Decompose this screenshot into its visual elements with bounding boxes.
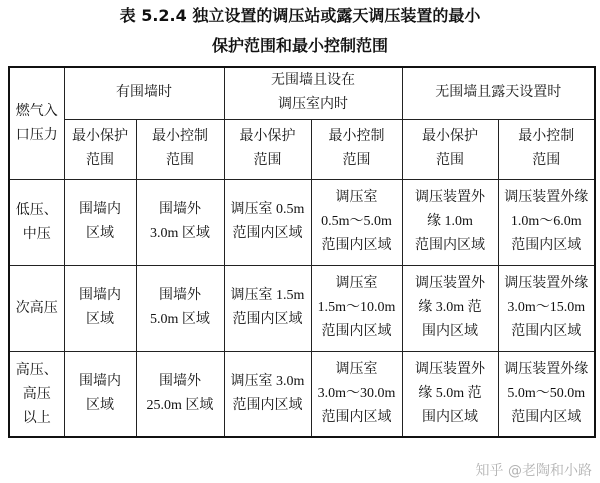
table-cell: 调压装置外 缘 5.0m 范 围内区域 — [402, 351, 498, 437]
table-title-line2: 保护范围和最小控制范围 — [211, 36, 388, 55]
table-cell: 围墙外 3.0m 区域 — [136, 179, 224, 265]
table-cell: 调压室 0.5m 范围内区域 — [224, 179, 311, 265]
protection-range-table — [8, 66, 596, 438]
table-cell: 调压装置外缘 3.0m～15.0m 范围内区域 — [498, 265, 595, 351]
header-group-indoor: 无围墙且设在 调压室内时 — [224, 67, 402, 119]
header-group-outdoor: 无围墙且露天设置时 — [402, 67, 595, 119]
header-group-walled: 有围墙时 — [64, 67, 224, 119]
header-sub: 最小控制 范围 — [498, 119, 595, 179]
table-cell: 调压装置外 缘 3.0m 范 围内区域 — [402, 265, 498, 351]
row-pressure: 次高压 — [9, 265, 64, 351]
table-cell: 调压装置外缘 5.0m～50.0m 范围内区域 — [498, 351, 595, 437]
header-sub: 最小保护 范围 — [64, 119, 136, 179]
table-cell: 围墙外 25.0m 区域 — [136, 351, 224, 437]
header-sub: 最小保护 范围 — [224, 119, 311, 179]
table-cell: 调压装置外 缘 1.0m 范围内区域 — [402, 179, 498, 265]
table-row — [9, 351, 595, 437]
table-cell: 围墙内 区域 — [64, 351, 136, 437]
table-cell: 调压室 1.5m～10.0m 范围内区域 — [311, 265, 402, 351]
table-cell: 调压室 3.0m 范围内区域 — [224, 351, 311, 437]
header-sub: 最小控制 范围 — [311, 119, 402, 179]
table-cell: 调压室 3.0m～30.0m 范围内区域 — [311, 351, 402, 437]
table-cell: 围墙内 区域 — [64, 179, 136, 265]
header-sub: 最小保护 范围 — [402, 119, 498, 179]
table-cell: 围墙外 5.0m 区域 — [136, 265, 224, 351]
table-cell: 围墙内 区域 — [64, 265, 136, 351]
watermark: 知乎 @老陶和小路 — [475, 463, 592, 479]
table-row — [9, 179, 595, 265]
table-row — [9, 265, 595, 351]
table-cell: 调压室 1.5m 范围内区域 — [224, 265, 311, 351]
table-cell: 调压装置外缘 1.0m～6.0m 范围内区域 — [498, 179, 595, 265]
header-pressure: 燃气入 口压力 — [9, 67, 64, 179]
table-title-line1: 表 5.2.4 独立设置的调压站或露天调压装置的最小 — [119, 6, 481, 25]
header-sub: 最小控制 范围 — [136, 119, 224, 179]
row-pressure: 低压、 中压 — [9, 179, 64, 265]
row-pressure: 高压、 高压 以上 — [9, 351, 64, 437]
table-cell: 调压室 0.5m～5.0m 范围内区域 — [311, 179, 402, 265]
